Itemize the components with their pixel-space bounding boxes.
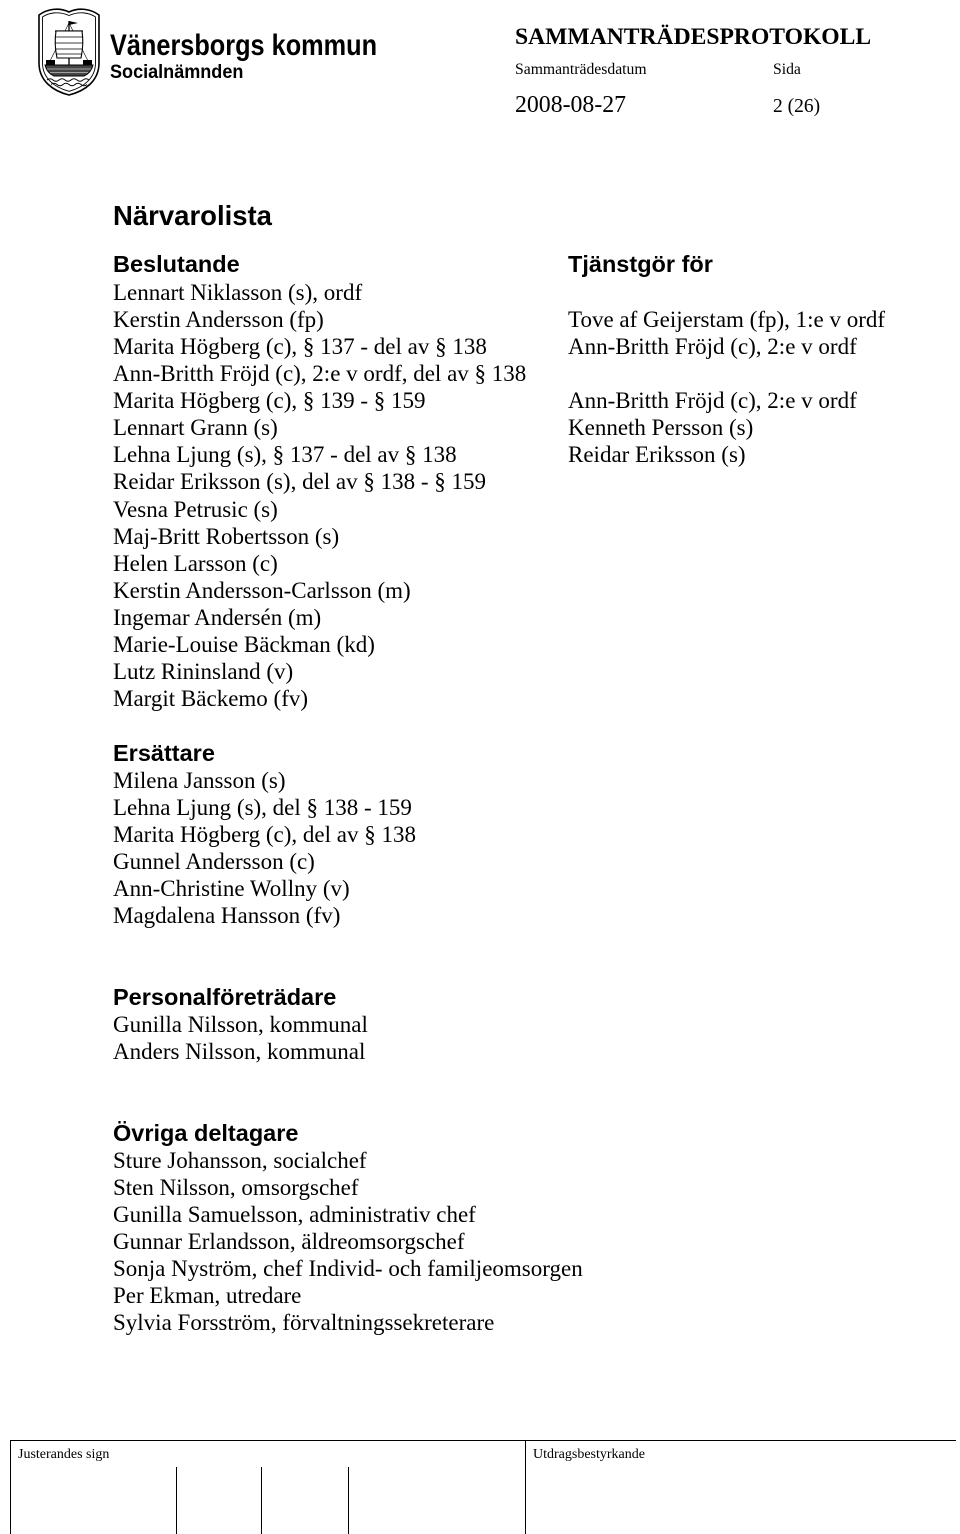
- ersattare-section: [0, 740, 960, 930]
- beslutande-heading: Beslutande: [113, 251, 240, 278]
- ersattare-row: [0, 848, 960, 875]
- personalforetradare-section: [0, 984, 960, 1065]
- ovriga-deltagare-member: Sten Nilsson, omsorgschef: [113, 1174, 359, 1200]
- footer-top-divider: [10, 1440, 956, 1441]
- ersattare-member: Milena Jansson (s): [113, 767, 286, 793]
- beslutande-member: Lennart Niklasson (s), ordf: [113, 279, 363, 305]
- ersattare-row: [0, 875, 960, 902]
- ersattare-row: [0, 821, 960, 848]
- ersattare-heading: Ersättare: [113, 739, 215, 766]
- beslutande-row: [0, 279, 960, 306]
- beslutande-row: [0, 387, 960, 414]
- coat-of-arms-icon: [37, 3, 101, 97]
- beslutande-row: [0, 306, 960, 333]
- beslutande-member: Lehna Ljung (s), § 137 - del av § 138: [113, 442, 457, 468]
- beslutande-member: Marie-Louise Bäckman (kd): [113, 632, 375, 658]
- page-label: Sida: [773, 61, 801, 78]
- ersattare-row: [0, 902, 960, 929]
- beslutande-row: [0, 550, 960, 577]
- ersattare-row: [0, 767, 960, 794]
- tjanstgor-for-member: Reidar Eriksson (s): [568, 442, 746, 468]
- ovriga-deltagare-member: Sture Johansson, socialchef: [113, 1147, 367, 1173]
- ovriga-deltagare-row: [0, 1174, 960, 1201]
- ovriga-deltagare-member: Gunilla Samuelsson, administrativ chef: [113, 1201, 476, 1227]
- beslutande-member: Ingemar Andersén (m): [113, 605, 322, 631]
- ovriga-deltagare-member: Per Ekman, utredare: [113, 1283, 302, 1309]
- beslutande-heading-row: [0, 251, 960, 278]
- ovriga-deltagare-member: Gunnar Erlandsson, äldreomsorgschef: [113, 1229, 465, 1254]
- department-name: Socialnämnden: [110, 62, 244, 83]
- meeting-date-label: Sammanträdesdatum: [515, 61, 647, 78]
- ersattare-member: Ann-Christine Wollny (v): [113, 876, 350, 902]
- ovriga-deltagare-section: [0, 1120, 960, 1337]
- document-type: SAMMANTRÄDESPROTOKOLL: [515, 24, 872, 50]
- ovriga-deltagare-row: [0, 1147, 960, 1174]
- beslutande-row: [0, 360, 960, 387]
- meeting-date: 2008-08-27: [515, 92, 627, 118]
- beslutande-row: [0, 577, 960, 604]
- ovriga-deltagare-row: [0, 1282, 960, 1309]
- beslutande-section: [0, 251, 960, 712]
- beslutande-member: Marita Högberg (c), § 139 - § 159: [113, 388, 426, 414]
- ovriga-deltagare-heading: Övriga deltagare: [113, 1119, 299, 1146]
- ovriga-deltagare-member: Sylvia Forsström, förvaltningssekreterare: [113, 1310, 495, 1336]
- beslutande-member: Helen Larsson (c): [113, 550, 278, 576]
- beslutande-row: [0, 333, 960, 360]
- personalforetradare-row: [0, 1038, 960, 1065]
- ovriga-deltagare-heading-row: [0, 1120, 960, 1147]
- footer-middle-divider: [525, 1440, 526, 1534]
- ersattare-member: Gunnel Andersson (c): [113, 849, 315, 875]
- utdragsbestyrkande-label: Utdragsbestyrkande: [533, 1447, 645, 1462]
- beslutande-member: Lennart Grann (s): [113, 415, 278, 441]
- signature-box-divider: [176, 1467, 177, 1534]
- beslutande-member: Vesna Petrusic (s): [113, 496, 278, 522]
- beslutande-row: [0, 496, 960, 523]
- organization-name: Vänersborgs kommun: [110, 29, 378, 62]
- beslutande-member: Kerstin Andersson-Carlsson (m): [113, 577, 411, 603]
- beslutande-member: Margit Bäckemo (fv): [113, 686, 309, 712]
- personalforetradare-heading-row: [0, 984, 960, 1011]
- beslutande-member: Maj-Britt Robertsson (s): [113, 523, 340, 549]
- tjanstgor-for-member: Kenneth Persson (s): [568, 415, 754, 441]
- beslutande-row: [0, 604, 960, 631]
- ovriga-deltagare-member: Sonja Nyström, chef Individ- och familjeomsorgen: [113, 1256, 583, 1282]
- beslutande-member: Lutz Rininsland (v): [113, 659, 294, 685]
- ovriga-deltagare-row: [0, 1228, 960, 1255]
- beslutande-row: [0, 468, 960, 495]
- personalforetradare-member: Anders Nilsson, kommunal: [113, 1039, 366, 1065]
- tjanstgor-for-member: Tove af Geijerstam (fp), 1:e v ordf: [568, 306, 886, 332]
- beslutande-member: Ann-Britth Fröjd (c), 2:e v ordf, del av § 138: [113, 360, 527, 386]
- ersattare-member: Lehna Ljung (s), del § 138 - 159: [113, 794, 412, 820]
- personalforetradare-member: Gunilla Nilsson, kommunal: [113, 1012, 368, 1038]
- page-number: 2 (26): [773, 96, 821, 117]
- beslutande-row: [0, 441, 960, 468]
- signature-box-divider: [261, 1467, 262, 1534]
- ersattare-member: Magdalena Hansson (fv): [113, 903, 341, 929]
- beslutande-row: [0, 685, 960, 712]
- ersattare-member: Marita Högberg (c), del av § 138: [113, 822, 416, 848]
- page-title: Närvarolista: [113, 200, 272, 231]
- beslutande-member: Kerstin Andersson (fp): [113, 306, 324, 332]
- personalforetradare-row: [0, 1011, 960, 1038]
- tjanstgor-for-member: Ann-Britth Fröjd (c), 2:e v ordf: [568, 333, 857, 359]
- ersattare-row: [0, 794, 960, 821]
- beslutande-row: [0, 631, 960, 658]
- beslutande-member: Reidar Eriksson (s), del av § 138 - § 159: [113, 469, 487, 495]
- tjanstgor-for-member: Ann-Britth Fröjd (c), 2:e v ordf: [568, 388, 857, 414]
- beslutande-member: Marita Högberg (c), § 137 - del av § 138: [113, 333, 487, 359]
- beslutande-row: [0, 414, 960, 441]
- tjanstgor-for-heading: Tjänstgör för: [568, 251, 713, 278]
- personalforetradare-heading: Personalföreträdare: [113, 983, 337, 1010]
- signature-box-divider: [348, 1467, 349, 1534]
- ersattare-heading-row: [0, 740, 960, 767]
- footer-left-divider: [10, 1440, 11, 1534]
- beslutande-row: [0, 523, 960, 550]
- ovriga-deltagare-row: [0, 1201, 960, 1228]
- beslutande-row: [0, 658, 960, 685]
- ovriga-deltagare-row: [0, 1309, 960, 1336]
- ovriga-deltagare-row: [0, 1255, 960, 1282]
- justerandes-sign-label: Justerandes sign: [18, 1447, 110, 1462]
